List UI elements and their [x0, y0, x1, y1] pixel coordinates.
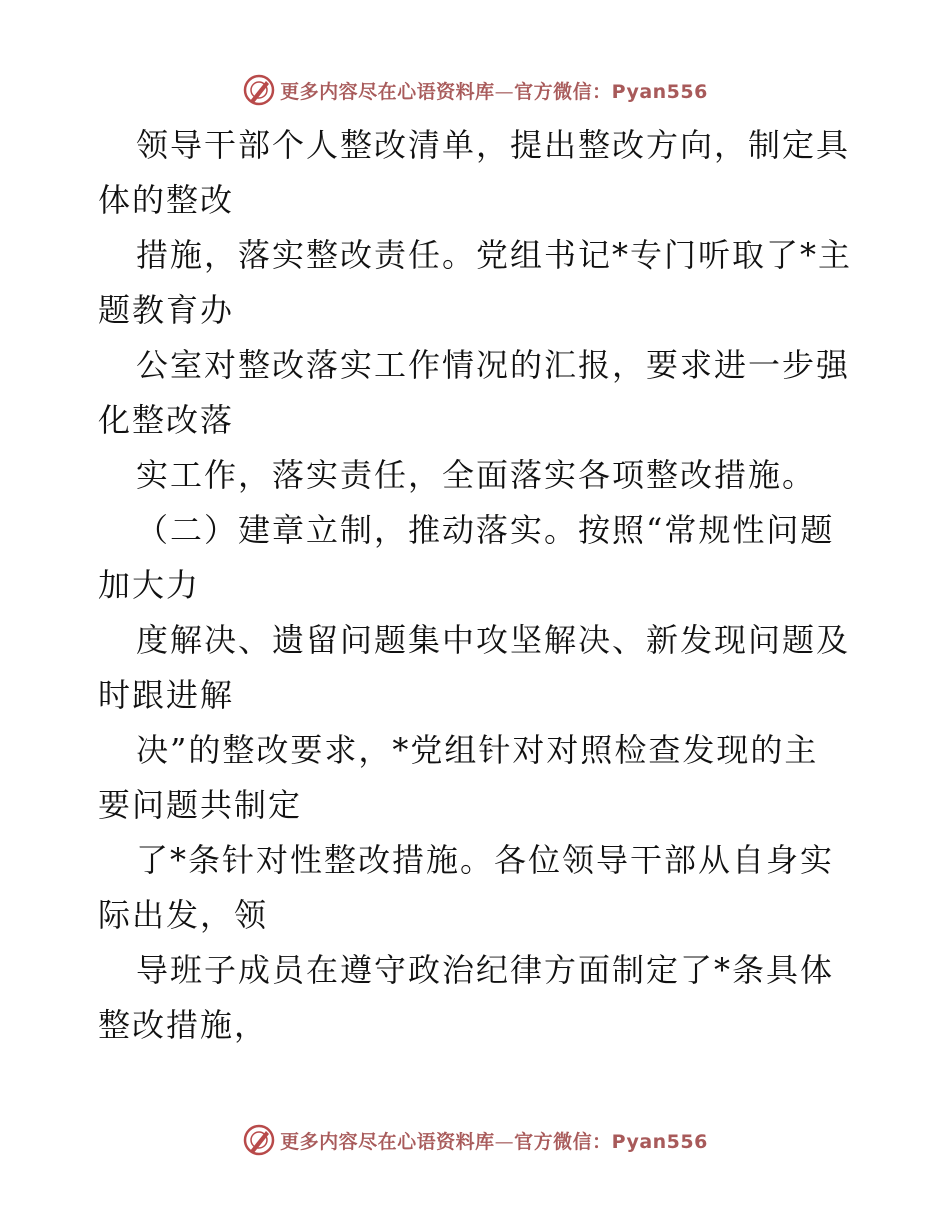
text-line: 化整改落: [98, 401, 235, 439]
watermark-text: 更多内容尽在心语资料库: [280, 1130, 495, 1153]
text-line: 要问题共制定: [98, 786, 303, 824]
watermark-wechat: 官方微信：Pyan556: [514, 80, 708, 103]
watermark-wechat: 官方微信：Pyan556: [514, 1130, 708, 1153]
text-line: 了*条针对性整改措施。各位领导干部从自身实: [136, 841, 835, 879]
text-line: 领导干部个人整改清单，提出整改方向，制定具: [136, 126, 851, 164]
header-watermark: [0, 72, 950, 108]
text-line: 加大力: [98, 566, 201, 604]
footer-watermark: [0, 1122, 950, 1158]
watermark-dash: —: [494, 80, 515, 103]
watermark-text: 更多内容尽在心语资料库: [280, 80, 495, 103]
text-line: 度解决、遗留问题集中攻坚解决、新发现问题及: [136, 621, 851, 659]
text-line: 际出发，领: [98, 896, 269, 934]
text-line: 导班子成员在遵守政治纪律方面制定了*条具体: [136, 951, 835, 989]
pen-logo-icon: [242, 1123, 276, 1157]
text-line: 实工作，落实责任，全面落实各项整改措施。: [136, 456, 817, 494]
text-line: 体的整改: [98, 181, 235, 219]
text-line: 措施，落实整改责任。党组书记*专门听取了*主: [136, 236, 853, 274]
text-line: 题教育办: [98, 291, 235, 329]
text-line: 时跟进解: [98, 676, 235, 714]
text-line: （二）建章立制，推动落实。按照“常规性问题: [136, 511, 835, 549]
text-line: 整改措施，: [98, 1006, 269, 1044]
watermark-dash: —: [494, 1130, 515, 1153]
text-line: 公室对整改落实工作情况的汇报，要求进一步强: [136, 346, 851, 384]
text-line: 决”的整改要求，*党组针对对照检查发现的主: [136, 731, 819, 769]
pen-logo-icon: [242, 73, 276, 107]
document-body: [98, 118, 858, 1053]
